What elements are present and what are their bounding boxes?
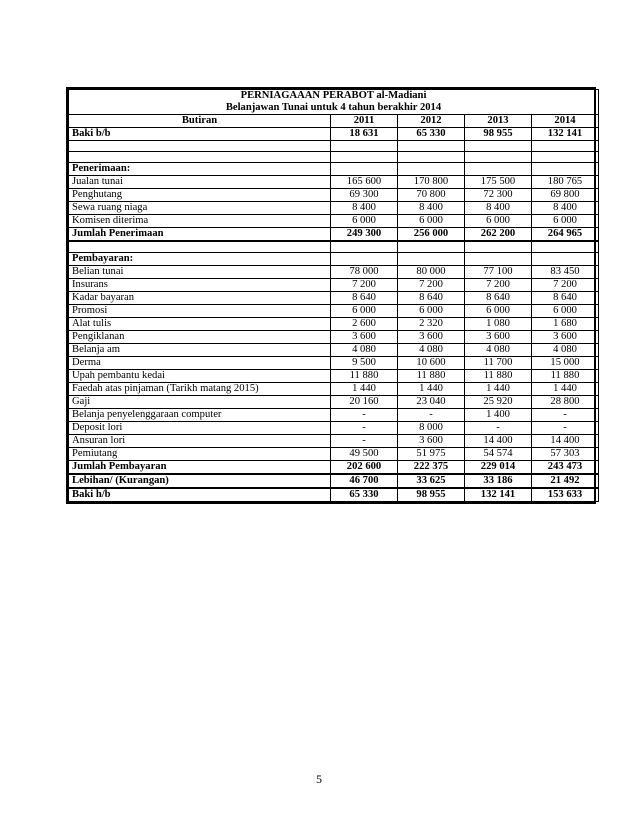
row-value: 7 200 bbox=[532, 279, 599, 292]
row-label: Komisen diterima bbox=[69, 215, 331, 228]
row-value: 11 700 bbox=[465, 357, 532, 370]
row-value: 1 680 bbox=[532, 318, 599, 331]
cash-budget-table bbox=[68, 89, 599, 502]
row-label: Baki h/b bbox=[69, 488, 331, 502]
row-label: Pengiklanan bbox=[69, 331, 331, 344]
row-value: 6 000 bbox=[532, 215, 599, 228]
row-value: 8 400 bbox=[398, 202, 465, 215]
row-value: 8 640 bbox=[465, 292, 532, 305]
blank-cell bbox=[465, 241, 532, 253]
blank-cell bbox=[465, 253, 532, 266]
row-value: 3 600 bbox=[532, 331, 599, 344]
row-value: 4 080 bbox=[331, 344, 398, 357]
blank-cell bbox=[465, 141, 532, 152]
blank-cell bbox=[331, 241, 398, 253]
row-value: 1 400 bbox=[465, 409, 532, 422]
title-row bbox=[69, 90, 599, 103]
section-heading: Pembayaran: bbox=[69, 253, 331, 266]
row-value: 18 631 bbox=[331, 128, 398, 141]
blank-cell bbox=[69, 241, 331, 253]
row-value: 222 375 bbox=[398, 461, 465, 475]
row-label: Kadar bayaran bbox=[69, 292, 331, 305]
row-value: 80 000 bbox=[398, 266, 465, 279]
row-value: 6 000 bbox=[465, 215, 532, 228]
row-label: Gaji bbox=[69, 396, 331, 409]
row-label: Ansuran lori bbox=[69, 435, 331, 448]
receipts-heading-row bbox=[69, 163, 599, 176]
row-label: Jualan tunai bbox=[69, 176, 331, 189]
blank-cell bbox=[69, 152, 331, 163]
row-value: 8 640 bbox=[331, 292, 398, 305]
row-value: 3 600 bbox=[398, 331, 465, 344]
row-value: 14 400 bbox=[532, 435, 599, 448]
row-value: 54 574 bbox=[465, 448, 532, 461]
table-subtitle: Belanjawan Tunai untuk 4 tahun berakhir 2014 bbox=[69, 102, 599, 115]
column-header-row bbox=[69, 115, 599, 128]
row-value: 10 600 bbox=[398, 357, 465, 370]
row-value: 1 440 bbox=[532, 383, 599, 396]
payment-row bbox=[69, 448, 599, 461]
row-value: 8 400 bbox=[532, 202, 599, 215]
row-value: - bbox=[331, 409, 398, 422]
row-label: Faedah atas pinjaman (Tarikh matang 2015) bbox=[69, 383, 331, 396]
payment-row bbox=[69, 357, 599, 370]
surplus-row bbox=[69, 474, 599, 488]
row-label: Jumlah Penerimaan bbox=[69, 228, 331, 242]
row-value: 8 000 bbox=[398, 422, 465, 435]
row-value: 8 400 bbox=[465, 202, 532, 215]
row-value: - bbox=[465, 422, 532, 435]
row-value: - bbox=[532, 409, 599, 422]
row-value: 3 600 bbox=[465, 331, 532, 344]
payment-row bbox=[69, 279, 599, 292]
row-label: Derma bbox=[69, 357, 331, 370]
blank-cell bbox=[69, 141, 331, 152]
row-label: Sewa ruang niaga bbox=[69, 202, 331, 215]
row-value: 180 765 bbox=[532, 176, 599, 189]
row-value: 65 330 bbox=[398, 128, 465, 141]
row-label: Upah pembantu kedai bbox=[69, 370, 331, 383]
row-value: 1 440 bbox=[398, 383, 465, 396]
payments-heading-row bbox=[69, 253, 599, 266]
row-value: 8 400 bbox=[331, 202, 398, 215]
row-value: 243 473 bbox=[532, 461, 599, 475]
row-value: 11 880 bbox=[398, 370, 465, 383]
row-value: 33 625 bbox=[398, 474, 465, 488]
cash-budget-frame bbox=[66, 87, 596, 504]
blank-cell bbox=[532, 141, 599, 152]
subtitle-row bbox=[69, 102, 599, 115]
opening-balance-row bbox=[69, 128, 599, 141]
row-value: 4 080 bbox=[398, 344, 465, 357]
row-label: Alat tulis bbox=[69, 318, 331, 331]
header-year: 2013 bbox=[465, 115, 532, 128]
row-value: 3 600 bbox=[331, 331, 398, 344]
row-value: 83 450 bbox=[532, 266, 599, 279]
row-label: Belanja am bbox=[69, 344, 331, 357]
row-value: 49 500 bbox=[331, 448, 398, 461]
payments-total-row bbox=[69, 461, 599, 475]
blank-cell bbox=[465, 152, 532, 163]
row-value: 4 080 bbox=[532, 344, 599, 357]
row-value: 165 600 bbox=[331, 176, 398, 189]
blank-cell bbox=[398, 163, 465, 176]
blank-cell bbox=[398, 241, 465, 253]
row-value: 11 880 bbox=[532, 370, 599, 383]
row-value: 132 141 bbox=[465, 488, 532, 502]
receipts-total-row bbox=[69, 228, 599, 242]
payment-row bbox=[69, 409, 599, 422]
row-value: 57 303 bbox=[532, 448, 599, 461]
payment-row bbox=[69, 292, 599, 305]
row-value: 2 320 bbox=[398, 318, 465, 331]
blank-cell bbox=[532, 253, 599, 266]
header-butiran: Butiran bbox=[69, 115, 331, 128]
row-value: 51 975 bbox=[398, 448, 465, 461]
receipt-row bbox=[69, 176, 599, 189]
row-value: 15 000 bbox=[532, 357, 599, 370]
row-value: 4 080 bbox=[465, 344, 532, 357]
row-value: 98 955 bbox=[398, 488, 465, 502]
row-label: Penghutang bbox=[69, 189, 331, 202]
page-number: 5 bbox=[316, 772, 322, 786]
row-value: - bbox=[331, 435, 398, 448]
payment-row bbox=[69, 370, 599, 383]
blank-cell bbox=[331, 152, 398, 163]
header-year: 2012 bbox=[398, 115, 465, 128]
row-label: Pemiutang bbox=[69, 448, 331, 461]
row-value: 72 300 bbox=[465, 189, 532, 202]
row-label: Belian tunai bbox=[69, 266, 331, 279]
row-value: 14 400 bbox=[465, 435, 532, 448]
row-label: Baki b/b bbox=[69, 128, 331, 141]
row-value: 6 000 bbox=[331, 215, 398, 228]
row-value: 262 200 bbox=[465, 228, 532, 242]
header-year: 2011 bbox=[331, 115, 398, 128]
row-value: 3 600 bbox=[398, 435, 465, 448]
row-value: 70 800 bbox=[398, 189, 465, 202]
row-label: Promosi bbox=[69, 305, 331, 318]
row-value: 249 300 bbox=[331, 228, 398, 242]
blank-row bbox=[69, 141, 599, 152]
row-value: 6 000 bbox=[398, 305, 465, 318]
row-value: 98 955 bbox=[465, 128, 532, 141]
row-value: 78 000 bbox=[331, 266, 398, 279]
blank-cell bbox=[398, 152, 465, 163]
row-value: 7 200 bbox=[465, 279, 532, 292]
row-value: 8 640 bbox=[532, 292, 599, 305]
payment-row bbox=[69, 383, 599, 396]
row-value: - bbox=[532, 422, 599, 435]
row-value: 11 880 bbox=[465, 370, 532, 383]
payment-row bbox=[69, 318, 599, 331]
row-value: 1 440 bbox=[331, 383, 398, 396]
row-value: 229 014 bbox=[465, 461, 532, 475]
row-value: 153 633 bbox=[532, 488, 599, 502]
row-value: 202 600 bbox=[331, 461, 398, 475]
row-value: 69 800 bbox=[532, 189, 599, 202]
row-value: 132 141 bbox=[532, 128, 599, 141]
row-value: 33 186 bbox=[465, 474, 532, 488]
row-label: Lebihan/ (Kurangan) bbox=[69, 474, 331, 488]
row-value: 8 640 bbox=[398, 292, 465, 305]
blank-cell bbox=[398, 141, 465, 152]
blank-row bbox=[69, 152, 599, 163]
table-title: PERNIAGAAAN PERABOT al-Madiani bbox=[69, 90, 599, 103]
row-value: 6 000 bbox=[331, 305, 398, 318]
row-value: 264 965 bbox=[532, 228, 599, 242]
cash-budget-sheet bbox=[66, 87, 596, 504]
row-label: Deposit lori bbox=[69, 422, 331, 435]
closing-balance-row bbox=[69, 488, 599, 502]
row-value: 6 000 bbox=[398, 215, 465, 228]
row-value: 7 200 bbox=[331, 279, 398, 292]
blank-cell bbox=[532, 241, 599, 253]
receipt-row bbox=[69, 215, 599, 228]
receipt-row bbox=[69, 189, 599, 202]
blank-row bbox=[69, 241, 599, 253]
section-heading: Penerimaan: bbox=[69, 163, 331, 176]
row-value: 6 000 bbox=[465, 305, 532, 318]
row-value: 6 000 bbox=[532, 305, 599, 318]
row-value: 21 492 bbox=[532, 474, 599, 488]
blank-cell bbox=[532, 152, 599, 163]
row-value: 256 000 bbox=[398, 228, 465, 242]
row-value: 23 040 bbox=[398, 396, 465, 409]
payment-row bbox=[69, 331, 599, 344]
header-year: 2014 bbox=[532, 115, 599, 128]
payment-row bbox=[69, 422, 599, 435]
row-value: 2 600 bbox=[331, 318, 398, 331]
row-value: - bbox=[398, 409, 465, 422]
payment-row bbox=[69, 435, 599, 448]
payment-row bbox=[69, 396, 599, 409]
row-value: 28 800 bbox=[532, 396, 599, 409]
row-value: 170 800 bbox=[398, 176, 465, 189]
blank-cell bbox=[532, 163, 599, 176]
row-value: 65 330 bbox=[331, 488, 398, 502]
blank-cell bbox=[398, 253, 465, 266]
row-value: 69 300 bbox=[331, 189, 398, 202]
blank-cell bbox=[465, 163, 532, 176]
row-value: 20 160 bbox=[331, 396, 398, 409]
row-value: 11 880 bbox=[331, 370, 398, 383]
row-value: 77 100 bbox=[465, 266, 532, 279]
payment-row bbox=[69, 344, 599, 357]
row-value: 25 920 bbox=[465, 396, 532, 409]
payment-row bbox=[69, 305, 599, 318]
row-label: Insurans bbox=[69, 279, 331, 292]
payment-row bbox=[69, 266, 599, 279]
blank-cell bbox=[331, 253, 398, 266]
row-value: 9 500 bbox=[331, 357, 398, 370]
row-value: 7 200 bbox=[398, 279, 465, 292]
row-value: 46 700 bbox=[331, 474, 398, 488]
row-label: Belanja penyelenggaraan computer bbox=[69, 409, 331, 422]
row-value: 1 080 bbox=[465, 318, 532, 331]
row-value: - bbox=[331, 422, 398, 435]
row-value: 1 440 bbox=[465, 383, 532, 396]
blank-cell bbox=[331, 163, 398, 176]
row-label: Jumlah Pembayaran bbox=[69, 461, 331, 475]
row-value: 175 500 bbox=[465, 176, 532, 189]
blank-cell bbox=[331, 141, 398, 152]
receipt-row bbox=[69, 202, 599, 215]
